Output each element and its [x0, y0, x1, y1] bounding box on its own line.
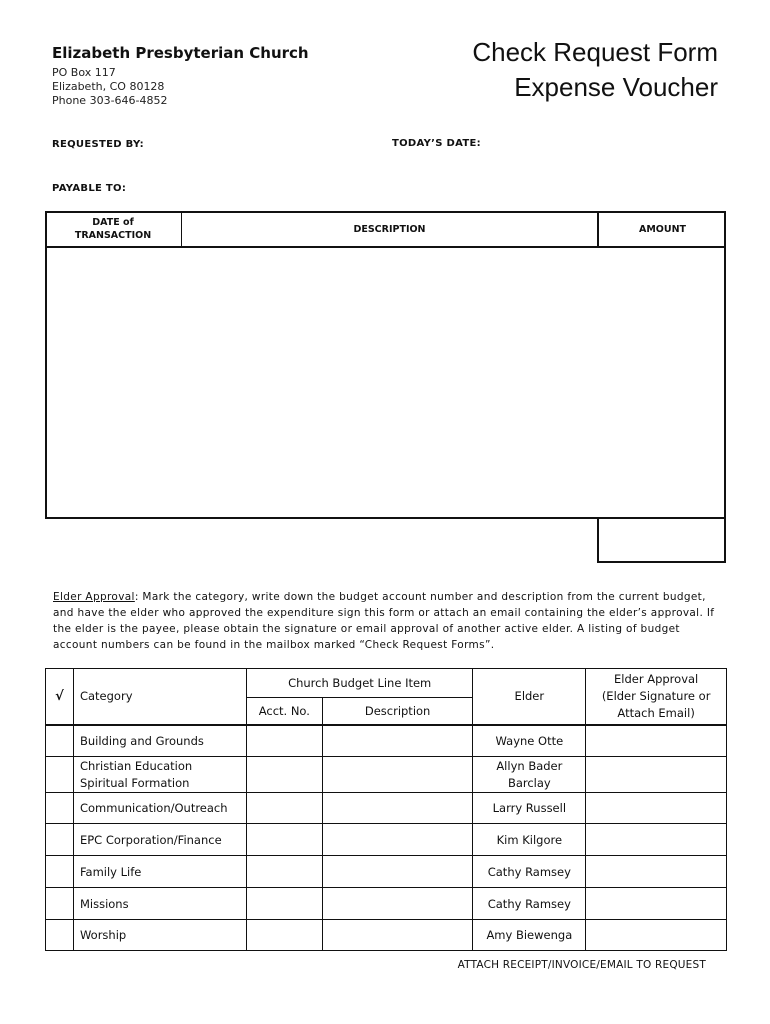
form-subtitle: Expense Voucher	[514, 72, 718, 102]
acct-no-cell[interactable]	[246, 856, 322, 888]
category-cell	[73, 757, 246, 793]
address-line-city: Elizabeth, CO 80128	[52, 80, 165, 93]
description-column-header: DESCRIPTION	[353, 223, 426, 235]
approval-table	[45, 668, 727, 951]
elder-approval-body: : Mark the category, write down the budget account number and description from the current budget, and have the elder who approved the expenditure sign this form or attach an email containing the elder’s approval. If the elder is the payee, please obtain the signature or email approval of another active elder. A listing of budget account numbers can be found in the mailbox marked “Check Request Forms”.	[53, 591, 715, 651]
approval-header-line3: Attach Email)	[617, 705, 695, 720]
category-cell: Missions	[73, 888, 246, 920]
organization-name: Elizabeth Presbyterian Church	[52, 44, 309, 62]
category-checkbox[interactable]	[46, 920, 74, 951]
table-row	[46, 920, 727, 951]
form-title: Check Request Form	[472, 37, 718, 67]
address-line-po-box: PO Box 117	[52, 66, 116, 79]
category-cell: EPC Corporation/Finance	[73, 824, 246, 856]
category-checkbox[interactable]	[46, 793, 74, 824]
todays-date-label: TODAY’S DATE:	[392, 138, 481, 149]
budget-description-cell[interactable]	[322, 888, 473, 920]
description-subcolumn-header: Description	[322, 698, 473, 725]
requested-by-label: REQUESTED BY:	[52, 139, 144, 150]
total-amount-box[interactable]	[597, 519, 726, 563]
table-row	[46, 888, 727, 920]
payable-to-label: PAYABLE TO:	[52, 183, 127, 194]
elder-cell: Cathy Ramsey	[473, 856, 586, 888]
elder-approval-cell[interactable]	[586, 920, 727, 951]
transaction-table	[45, 211, 727, 563]
elder-approval-cell[interactable]	[586, 757, 727, 793]
budget-description-cell[interactable]	[322, 793, 473, 824]
category-cell: Building and Grounds	[73, 725, 246, 757]
acct-no-cell[interactable]	[246, 920, 322, 951]
elder-approval-cell[interactable]	[586, 793, 727, 824]
table-row	[46, 856, 727, 888]
approval-header-line1: Elder Approval	[614, 671, 699, 686]
category-checkbox[interactable]	[46, 824, 74, 856]
elder-cell: Wayne Otte	[473, 725, 586, 757]
budget-description-cell[interactable]	[322, 725, 473, 757]
attach-receipt-note: ATTACH RECEIPT/INVOICE/EMAIL TO REQUEST	[457, 959, 706, 971]
table-row	[46, 824, 727, 856]
category-checkbox[interactable]	[46, 725, 74, 757]
category-cell: Family Life	[73, 856, 246, 888]
category-checkbox[interactable]	[46, 856, 74, 888]
date-column-header	[45, 211, 181, 247]
address-line-phone: Phone 303-646-4852	[52, 94, 168, 107]
elder-column-header: Elder	[473, 669, 586, 725]
table-row	[46, 757, 727, 793]
approval-header-line2: (Elder Signature or	[601, 688, 711, 703]
category-cell: Communication/Outreach	[73, 793, 246, 824]
acct-no-cell[interactable]	[246, 757, 322, 793]
elder-approval-cell[interactable]	[586, 856, 727, 888]
category-line2: Spiritual Formation	[79, 775, 190, 790]
elder-approval-cell[interactable]	[586, 725, 727, 757]
check-column-header: √	[46, 669, 74, 725]
budget-description-cell[interactable]	[322, 856, 473, 888]
acct-no-cell[interactable]	[246, 725, 322, 757]
acct-no-column-header: Acct. No.	[246, 698, 322, 725]
elder-cell: Larry Russell	[473, 793, 586, 824]
budget-description-cell[interactable]	[322, 920, 473, 951]
amount-column-header: AMOUNT	[638, 223, 687, 235]
budget-description-cell[interactable]	[322, 824, 473, 856]
table-row	[46, 793, 727, 824]
transaction-table-frame	[45, 211, 726, 519]
acct-no-cell[interactable]	[246, 824, 322, 856]
acct-no-cell[interactable]	[246, 793, 322, 824]
category-checkbox[interactable]	[46, 888, 74, 920]
category-line1: Christian Education	[79, 758, 193, 773]
elder-cell: Amy Biewenga	[473, 920, 586, 951]
elder-line1: Allyn Bader	[496, 758, 563, 773]
category-cell: Worship	[73, 920, 246, 951]
budget-description-cell[interactable]	[322, 757, 473, 793]
elder-cell	[473, 757, 586, 793]
elder-approval-column-header	[586, 669, 727, 725]
category-checkbox[interactable]	[46, 757, 74, 793]
budget-line-item-header: Church Budget Line Item	[246, 669, 473, 698]
elder-approval-cell[interactable]	[586, 824, 727, 856]
elder-line2: Barclay	[507, 775, 551, 790]
acct-no-cell[interactable]	[246, 888, 322, 920]
category-column-header: Category	[73, 669, 246, 725]
elder-cell: Cathy Ramsey	[473, 888, 586, 920]
date-header-line2: TRANSACTION	[74, 230, 152, 241]
elder-approval-instructions	[53, 589, 723, 653]
elder-cell: Kim Kilgore	[473, 824, 586, 856]
elder-approval-heading: Elder Approval	[53, 591, 135, 603]
table-row	[46, 725, 727, 757]
date-header-line1: DATE of	[92, 217, 134, 228]
elder-approval-cell[interactable]	[586, 888, 727, 920]
